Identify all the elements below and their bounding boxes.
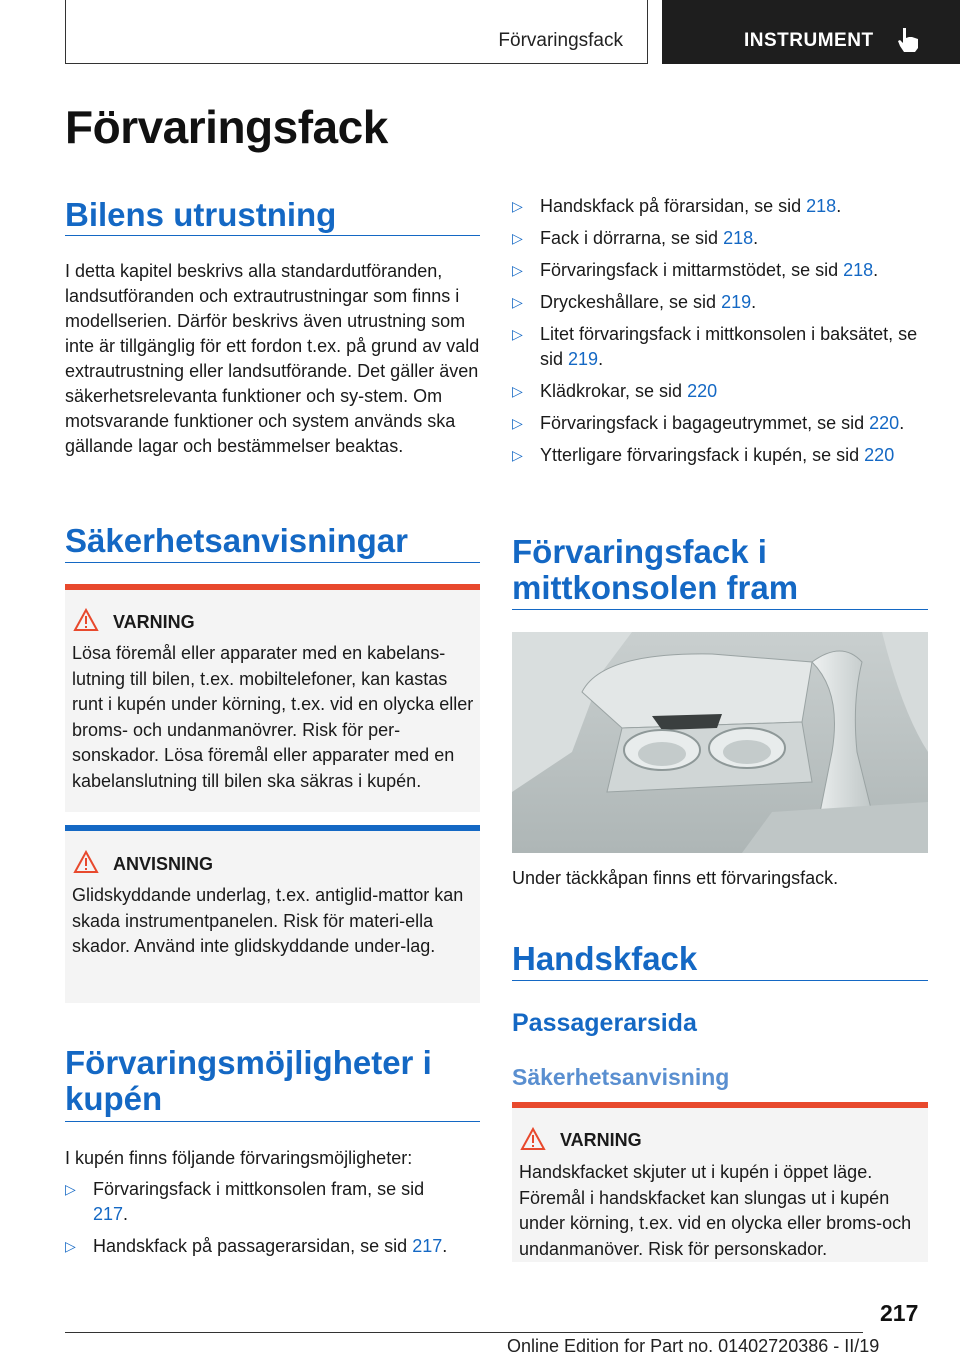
heading-rule <box>512 609 928 610</box>
list-item <box>65 1177 483 1227</box>
list-item <box>512 194 932 219</box>
notice-box <box>65 825 480 1003</box>
heading-sakerhetsanvisning: Säkerhetsanvisning <box>512 1064 730 1090</box>
list-item-suffix: . <box>753 228 759 248</box>
list-item <box>512 379 932 404</box>
notice-bar <box>65 825 480 831</box>
heading-forvaringsfack-mittkonsol <box>512 534 798 606</box>
heading-rule <box>65 235 480 236</box>
list-item <box>512 443 932 468</box>
storage-list-right <box>512 194 932 475</box>
list-item-text: Klädkrokar, se sid <box>540 381 683 401</box>
list-item <box>512 411 932 436</box>
heading-line: Förvaringsmöjligheter i <box>65 1044 432 1081</box>
list-item-text: Ytterligare förvaringsfack i kupén, se sid <box>540 445 860 465</box>
warning-triangle-icon <box>520 1127 546 1151</box>
list-item-suffix: . <box>751 292 757 312</box>
pointing-hand-icon <box>896 26 920 54</box>
triangle-bullet-icon: ▷ <box>512 447 523 463</box>
page-link[interactable]: 219 <box>721 292 752 312</box>
list-item-suffix: . <box>123 1204 129 1224</box>
triangle-bullet-icon: ▷ <box>512 230 523 246</box>
heading-rule <box>65 1121 480 1122</box>
list-item-suffix: . <box>442 1236 448 1256</box>
triangle-bullet-icon: ▷ <box>512 262 523 278</box>
heading-line: mittkonsolen fram <box>512 569 799 606</box>
warning-label: VARNING <box>560 1130 642 1150</box>
heading-rule <box>512 980 928 981</box>
list-item-suffix: . <box>598 349 604 369</box>
triangle-bullet-icon: ▷ <box>65 1238 76 1254</box>
triangle-bullet-icon: ▷ <box>512 415 523 431</box>
page-link[interactable]: 218 <box>723 228 754 248</box>
list-item-text: Förvaringsfack i mittarmstödet, se sid <box>540 260 839 280</box>
page-link[interactable]: 220 <box>687 381 718 401</box>
center-console-photo <box>512 632 928 853</box>
page-link[interactable]: 218 <box>843 260 874 280</box>
warning-bar <box>65 584 480 590</box>
list-item <box>512 226 932 251</box>
heading-handskfack: Handskfack <box>512 940 698 977</box>
heading-forvaringsmojligheter <box>65 1045 432 1117</box>
list-item-text: Förvaringsfack i bagageutrymmet, se sid <box>540 413 865 433</box>
list-item <box>512 258 932 283</box>
list-item-text: Dryckeshållare, se sid <box>540 292 717 312</box>
list-item <box>512 290 932 315</box>
warning-triangle-icon <box>73 850 99 874</box>
list-item-text: Litet förvaringsfack i mittkonsolen i baksätet, se sid <box>540 324 918 369</box>
list-item-text: Handskfack på passagerarsidan, se sid <box>93 1236 408 1256</box>
notice-label: ANVISNING <box>113 854 214 874</box>
warning-label: VARNING <box>113 612 195 632</box>
list-item <box>512 322 932 372</box>
paragraph-bilens: I detta kapitel beskrivs alla standardutföranden, landsutföranden och extrautrustningar som finns i modellserien. Därför beskrivs även utrustning som inte är tillgänglig för ett fordon t.ex. på grund av vald extrautrustning eller landsutförande. Det gäller även säkerhetsrelevanta funktioner och sy-stem. Om motsvarande funktioner och system används ska gällande lagar och bestämmelser beaktas. <box>65 261 480 456</box>
page-link[interactable]: 217 <box>412 1236 443 1256</box>
heading-line: kupén <box>65 1080 163 1117</box>
list-item <box>65 1234 483 1259</box>
heading-bilens-utrustning: Bilens utrustning <box>65 196 337 233</box>
page-title: Förvaringsfack <box>65 101 388 153</box>
warning-box <box>65 584 480 812</box>
list-item-suffix: . <box>899 413 905 433</box>
notice-text: Glidskyddande underlag, t.ex. antiglid-mattor kan skada instrumentpanelen. Risk för materi-ella skador. Använd inte glidskyddande under-lag. <box>72 885 464 956</box>
page-link[interactable]: 220 <box>869 413 900 433</box>
footer-rule <box>65 1332 863 1333</box>
page-link[interactable]: 220 <box>864 445 895 465</box>
header-section-title: Förvaringsfack <box>498 30 623 51</box>
photo-caption: Under täckkåpan finns ett förvaringsfack. <box>512 868 839 888</box>
heading-line: Förvaringsfack i <box>512 533 767 570</box>
warning-triangle-icon <box>73 608 99 632</box>
triangle-bullet-icon: ▷ <box>512 198 523 214</box>
triangle-bullet-icon: ▷ <box>512 383 523 399</box>
list-item-text: Fack i dörrarna, se sid <box>540 228 719 248</box>
footer-edition: Online Edition for Part no. 01402720386 - II/19 <box>507 1336 880 1356</box>
page-link[interactable]: 217 <box>93 1204 124 1224</box>
list-item-text: Handskfack på förarsidan, se sid <box>540 196 802 216</box>
header-section-box <box>65 0 648 64</box>
heading-sakerhetsanvisningar: Säkerhetsanvisningar <box>65 522 408 559</box>
warning-bar <box>512 1102 928 1108</box>
warning-box <box>512 1102 928 1262</box>
triangle-bullet-icon: ▷ <box>512 326 523 342</box>
header-chapter-title: INSTRUMENT <box>744 30 874 51</box>
heading-passagerarsida: Passagerarsida <box>512 1009 697 1037</box>
heading-rule <box>65 562 480 563</box>
triangle-bullet-icon: ▷ <box>512 294 523 310</box>
list-item-suffix: . <box>836 196 842 216</box>
warning-text: Handskfacket skjuter ut i kupén i öppet läge. Föremål i handskfacket kan slungas ut i kupén under körning, t.ex. vid en olycka eller broms-och undanmanöver. Risk för personskador. <box>519 1162 912 1259</box>
list-item-suffix: . <box>873 260 879 280</box>
page-number: 217 <box>880 1300 919 1326</box>
warning-text: Lösa föremål eller apparater med en kabelans-lutning till bilen, t.ex. mobiltelefoner, kan kastas runt i kupén under körning, t.ex. vid en olycka eller broms- och undanmanövrer. Risk för per-sonskador. Lösa föremål eller apparater med en kabelanslutning till bilen ska säkras i kupén. <box>72 643 474 791</box>
page-link[interactable]: 218 <box>806 196 837 216</box>
paragraph-mojligheter: I kupén finns följande förvaringsmöjligheter: <box>65 1148 413 1168</box>
storage-list-left <box>65 1177 483 1266</box>
list-item-text: Förvaringsfack i mittkonsolen fram, se sid <box>93 1179 425 1199</box>
triangle-bullet-icon: ▷ <box>65 1181 76 1197</box>
page-link[interactable]: 219 <box>568 349 599 369</box>
